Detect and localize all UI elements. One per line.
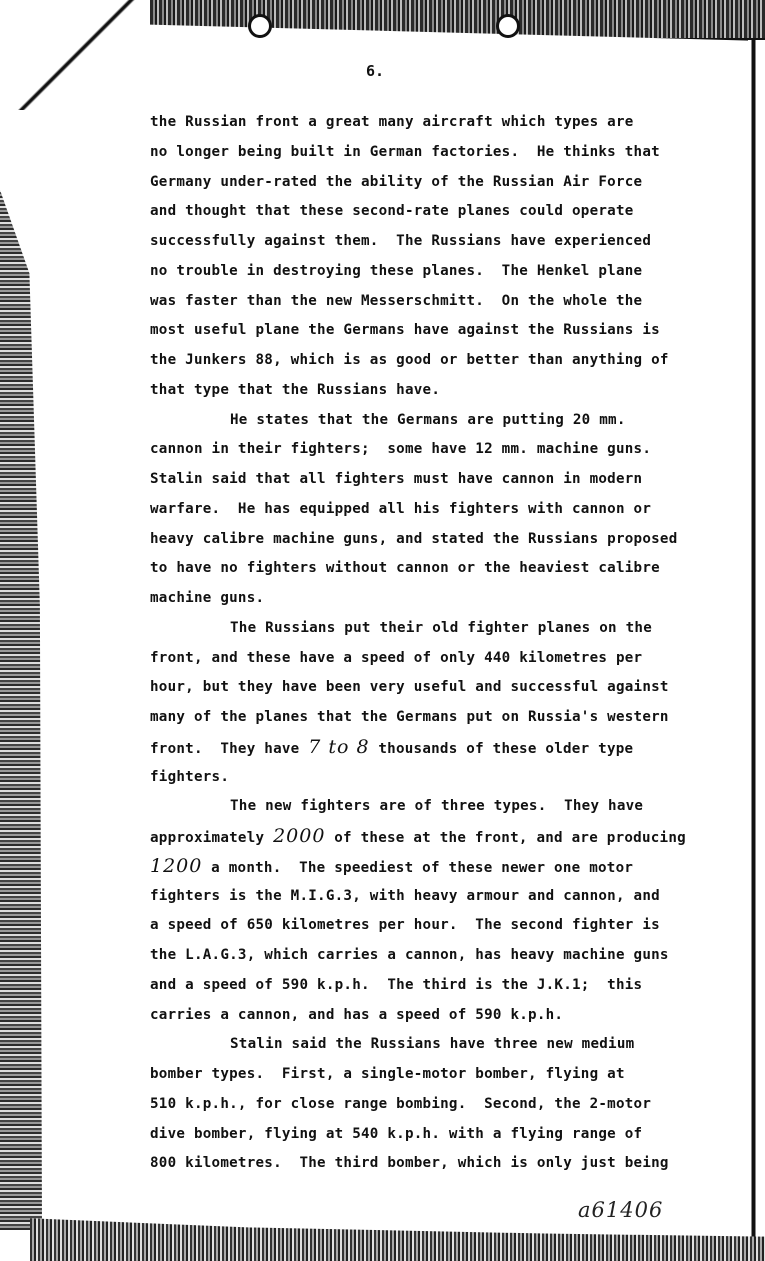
text-line: front, and these have a speed of only 440 kilometres per xyxy=(150,649,643,666)
punch-hole-icon xyxy=(248,14,272,38)
text-line: the L.A.G.3, which carries a cannon, has heavy machine guns xyxy=(150,947,669,963)
paragraph xyxy=(150,792,710,1030)
text-line: heavy calibre machine guns, and stated the Russians proposed xyxy=(150,530,678,547)
text-line: to have no fighters without cannon or the heaviest calibre xyxy=(150,560,660,577)
text-segment: of these at the front, and are producing xyxy=(325,830,686,846)
text-line: many of the planes that the Germans put on Russia's western xyxy=(150,709,669,725)
text-line: 510 k.p.h., for close range bombing. Second, the 2-motor xyxy=(150,1095,652,1112)
text-line: was faster than the new Messerschmitt. On the whole the xyxy=(150,292,643,309)
scan-edge-right xyxy=(748,40,765,1261)
text-line: that type that the Russians have. xyxy=(150,381,441,398)
text-line: dive bomber, flying at 540 k.p.h. with a flying range of xyxy=(150,1125,643,1142)
paragraph xyxy=(150,1030,710,1179)
text-line: and a speed of 590 k.p.h. The third is the J.K.1; this xyxy=(150,976,643,993)
text-line: and thought that these second-rate planes could operate xyxy=(150,203,634,220)
text-line: Stalin said that all fighters must have cannon in modern xyxy=(150,471,643,487)
text-line: carries a cannon, and has a speed of 590 k.p.h. xyxy=(150,1006,564,1023)
text-line: the Junkers 88, which is as good or better than anything of xyxy=(150,352,669,368)
text-line: machine guns. xyxy=(150,590,265,606)
archive-mark: a61406 xyxy=(578,1198,664,1222)
text-line: no longer being built in German factories. He thinks that xyxy=(150,143,660,160)
text-line: warfare. He has equipped all his fighters with cannon or xyxy=(150,500,652,517)
punch-hole-icon xyxy=(496,14,520,38)
handwritten-insert: 7 to 8 xyxy=(308,735,370,758)
text-line: fighters is the M.I.G.3, with heavy armour and cannon, and xyxy=(150,887,660,904)
scan-edge-corner xyxy=(0,0,150,110)
handwritten-insert: 1200 xyxy=(150,854,203,877)
text-line: He states that the Germans are putting 20 mm. xyxy=(230,411,626,428)
text-line: hour, but they have been very useful and successful against xyxy=(150,679,669,696)
text-line xyxy=(150,852,710,882)
text-segment: a month. The speediest of these newer one motor xyxy=(202,859,634,876)
text-line: Stalin said the Russians have three new medium xyxy=(230,1036,635,1053)
paragraph xyxy=(150,108,710,406)
text-segment: front. They have xyxy=(150,740,309,757)
text-line: the Russian front a great many aircraft which types are xyxy=(150,114,634,130)
text-line: most useful plane the Germans have against the Russians is xyxy=(150,322,660,339)
text-line: cannon in their fighters; some have 12 mm. machine guns. xyxy=(150,441,652,458)
text-line: no trouble in destroying these planes. The Henkel plane xyxy=(150,262,643,279)
paragraph xyxy=(150,614,710,793)
text-segment: approximately xyxy=(150,830,274,846)
text-line: The Russians put their old fighter planes on the xyxy=(230,619,652,636)
text-line: a speed of 650 kilometres per hour. The second fighter is xyxy=(150,917,660,934)
document-body xyxy=(150,108,710,1179)
text-line xyxy=(150,822,710,852)
text-line: bomber types. First, a single-motor bomber, flying at xyxy=(150,1066,625,1082)
scan-edge-top xyxy=(150,0,765,41)
text-line: 800 kilometres. The third bomber, which is only just being xyxy=(150,1155,669,1172)
text-line xyxy=(150,733,710,763)
text-line: successfully against them. The Russians have experienced xyxy=(150,233,652,249)
page-number: 6. xyxy=(366,62,385,80)
text-segment: thousands of these older type xyxy=(369,740,634,757)
text-line: The new fighters are of three types. They have xyxy=(230,798,644,815)
handwritten-insert: 2000 xyxy=(273,825,326,847)
scan-edge-left xyxy=(0,190,42,1230)
paragraph xyxy=(150,406,710,614)
text-line: fighters. xyxy=(150,768,230,785)
text-line: Germany under-rated the ability of the Russian Air Force xyxy=(150,173,643,190)
